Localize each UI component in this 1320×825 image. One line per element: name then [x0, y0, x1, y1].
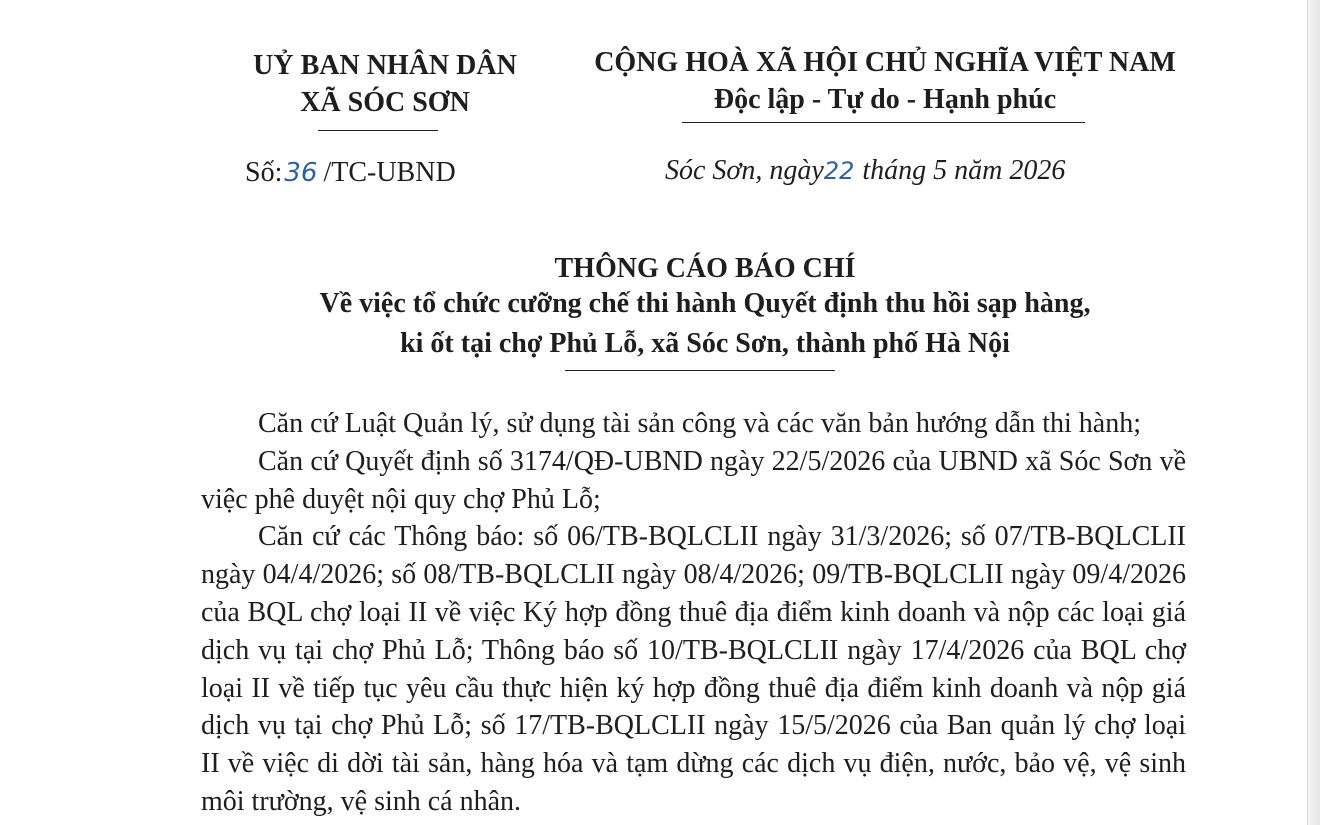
national-title: CỘNG HOÀ XÃ HỘI CHỦ NGHĨA VIỆT NAM [594, 47, 1176, 78]
motto-underline [682, 122, 1085, 123]
date-line [665, 155, 1065, 187]
date-prefix: Sóc Sơn, ngày [665, 155, 824, 186]
doc-number-suffix: /TC-UBND [323, 157, 456, 188]
title-underline [565, 370, 835, 371]
date-suffix: tháng 5 năm 2026 [862, 155, 1066, 186]
document-subtitle-line2: ki ốt tại chợ Phủ Lỗ, xã Sóc Sơn, thành phố Hà Nội [400, 328, 1010, 359]
issuing-authority-line2: XÃ SÓC SƠN [300, 87, 470, 118]
document-subtitle-line1: Về việc tổ chức cưỡng chế thi hành Quyết định thu hồi sạp hàng, [319, 288, 1091, 319]
doc-number-handwritten: 36 [284, 158, 318, 188]
document-title: THÔNG CÁO BÁO CHÍ [554, 253, 856, 284]
document-body [201, 405, 1186, 821]
authority-underline [318, 130, 438, 131]
date-day-handwritten: 22 [823, 157, 855, 185]
national-motto: Độc lập - Tự do - Hạnh phúc [713, 84, 1057, 115]
body-paragraph: Căn cứ các Thông báo: số 06/TB-BQLCLII ngày 31/3/2026; số 07/TB-BQLCLII ngày 04/4/2026; số 08/TB-BQLCLII ngày 08/4/2026; 09/TB-BQLCLII ngày 09/4/2026 của BQL chợ loại II về việc Ký hợp đồng thuê địa điểm kinh doanh và nộp các loại giá dịch vụ tại chợ Phủ Lỗ; Thông báo số 10/TB-BQLCLII ngày 17/4/2026 của BQL chợ loại II về tiếp tục yêu cầu thực hiện ký hợp đồng thuê địa điểm kinh doanh và nộp giá dịch vụ tại chợ Phủ Lỗ; số 17/TB-BQLCLII ngày 15/5/2026 của Ban quản lý chợ loại II về việc di dời tài sản, hàng hóa và tạm dừng các dịch vụ điện, nước, bảo vệ, vệ sinh môi trường, vệ sinh cá nhân. [201, 521, 1186, 817]
doc-number-prefix: Số: [245, 157, 283, 188]
body-paragraph: Căn cứ Luật Quản lý, sử dụng tài sản công và các văn bản hướng dẫn thi hành; [258, 408, 1141, 439]
body-paragraph: Căn cứ Quyết định số 3174/QĐ-UBND ngày 22/5/2026 của UBND xã Sóc Sơn về việc phê duyệt nội quy chợ Phủ Lỗ; [201, 445, 1186, 515]
issuing-authority-line1: UỶ BAN NHÂN DÂN [253, 50, 517, 81]
document-number [245, 157, 456, 189]
page-edge [1307, 0, 1320, 825]
